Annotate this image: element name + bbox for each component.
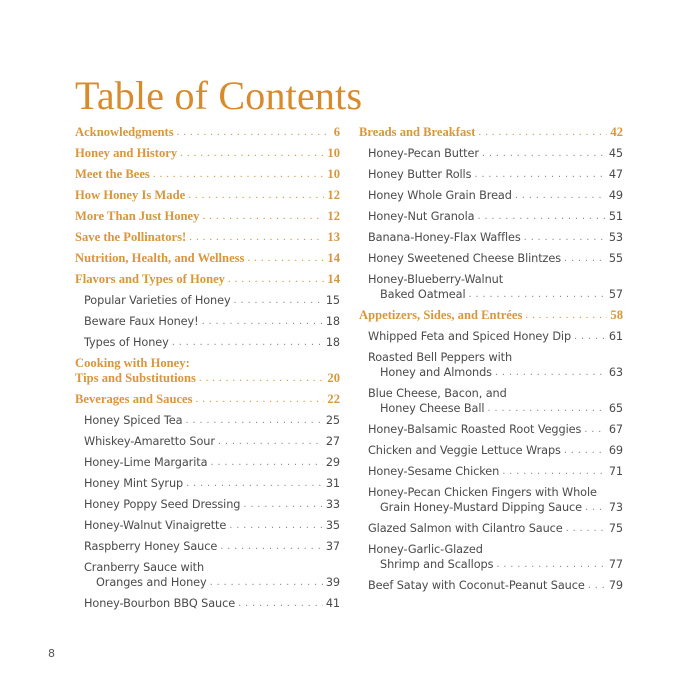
entry-title-line1: Roasted Bell Peppers with — [368, 351, 513, 364]
toc-section-entry[interactable] — [75, 248, 340, 269]
entry-page-number: 29 — [325, 456, 340, 469]
entry-page-number: 18 — [325, 336, 340, 349]
entry-page-number: 14 — [327, 251, 340, 265]
toc-recipe-entry[interactable] — [75, 557, 340, 593]
entry-title: Honey-Lime Margarita — [84, 456, 208, 469]
dot-leader — [525, 308, 607, 323]
entry-page-number: 67 — [608, 423, 623, 436]
entry-page-number: 49 — [608, 189, 623, 202]
dot-leader — [220, 539, 323, 554]
dot-leader — [478, 125, 607, 140]
toc-section-entry[interactable] — [75, 389, 340, 410]
dot-leader — [234, 293, 323, 308]
entry-page-number: 15 — [325, 294, 340, 307]
toc-right-column — [359, 122, 623, 596]
toc-section-entry[interactable] — [75, 227, 340, 248]
entry-title: Beverages and Sauces — [75, 392, 193, 406]
entry-page-number: 13 — [327, 230, 340, 244]
entry-page-number: 42 — [610, 125, 623, 139]
toc-left-column — [75, 122, 340, 614]
toc-section-entry[interactable] — [75, 353, 340, 389]
toc-recipe-entry[interactable] — [359, 419, 623, 440]
dot-leader — [185, 413, 322, 428]
dot-leader — [177, 125, 331, 140]
entry-page-number: 18 — [325, 315, 340, 328]
entry-title-line2: Oranges and Honey — [96, 576, 207, 589]
toc-section-entry[interactable] — [75, 269, 340, 290]
entry-title: Honey-Sesame Chicken — [368, 465, 500, 478]
entry-title: Honey-Walnut Vinaigrette — [84, 519, 227, 532]
entry-title: Honey Spiced Tea — [84, 414, 183, 427]
dot-leader — [180, 146, 324, 161]
toc-section-entry[interactable] — [75, 143, 340, 164]
entry-title: Honey-Nut Granola — [368, 210, 475, 223]
entry-title-line2: Tips and Substitutions — [75, 371, 196, 385]
entry-title-line1: Honey-Pecan Chicken Fingers with Whole — [368, 486, 597, 499]
dot-leader — [153, 167, 325, 182]
entry-title: Nutrition, Health, and Wellness — [75, 251, 245, 265]
dot-leader — [196, 392, 325, 407]
entry-title: Honey Mint Syrup — [84, 477, 184, 490]
dot-leader — [585, 500, 606, 515]
entry-title-line1: Honey-Blueberry-Walnut — [368, 273, 504, 286]
toc-recipe-entry[interactable] — [75, 452, 340, 473]
toc-recipe-entry[interactable] — [75, 515, 340, 536]
dot-leader — [188, 188, 324, 203]
dot-leader — [210, 575, 323, 590]
toc-recipe-entry[interactable] — [359, 440, 623, 461]
dot-leader — [495, 365, 606, 380]
toc-section-entry[interactable] — [75, 122, 340, 143]
entry-title: Banana-Honey-Flax Waffles — [368, 231, 521, 244]
entry-title-line1: Cranberry Sauce with — [84, 561, 205, 574]
entry-page-number: 53 — [608, 231, 623, 244]
toc-recipe-entry[interactable] — [359, 227, 623, 248]
dot-leader — [477, 209, 605, 224]
entry-page-number: 57 — [608, 288, 623, 301]
toc-recipe-entry[interactable] — [359, 248, 623, 269]
entry-title: Honey-Pecan Butter — [368, 147, 479, 160]
dot-leader — [574, 329, 606, 344]
toc-recipe-entry[interactable] — [359, 575, 623, 596]
entry-title: Honey and History — [75, 146, 178, 160]
dot-leader — [247, 251, 324, 266]
entry-title: Appetizers, Sides, and Entrées — [359, 308, 523, 322]
dot-leader — [202, 209, 324, 224]
entry-title: How Honey Is Made — [75, 188, 186, 202]
dot-leader — [172, 335, 323, 350]
entry-title: Chicken and Veggie Lettuce Wraps — [368, 444, 561, 457]
entry-title-line2: Shrimp and Scallops — [380, 558, 494, 571]
entry-page-number: 61 — [608, 330, 623, 343]
entry-page-number: 31 — [325, 477, 340, 490]
dot-leader — [210, 455, 322, 470]
entry-page-number: 55 — [608, 252, 623, 265]
entry-page-number: 39 — [325, 576, 340, 589]
entry-title: Honey Sweetened Cheese Blintzes — [368, 252, 562, 265]
entry-title: Honey Whole Grain Bread — [368, 189, 512, 202]
toc-recipe-entry[interactable] — [359, 539, 623, 575]
page-number: 8 — [48, 647, 55, 660]
entry-title: Glazed Salmon with Cilantro Sauce — [368, 522, 563, 535]
dot-leader — [584, 422, 606, 437]
entry-page-number: 14 — [327, 272, 340, 286]
entry-page-number: 10 — [327, 146, 340, 160]
toc-recipe-entry[interactable] — [359, 206, 623, 227]
entry-page-number: 79 — [608, 579, 623, 592]
entry-title: More Than Just Honey — [75, 209, 200, 223]
dot-leader — [202, 314, 323, 329]
entry-page-number: 35 — [325, 519, 340, 532]
entry-page-number: 22 — [327, 392, 340, 406]
toc-recipe-entry[interactable] — [75, 593, 340, 614]
dot-leader — [564, 251, 606, 266]
toc-section-entry[interactable] — [75, 206, 340, 227]
toc-recipe-entry[interactable] — [359, 164, 623, 185]
toc-recipe-entry[interactable] — [75, 311, 340, 332]
entry-title: Honey-Balsamic Roasted Root Veggies — [368, 423, 582, 436]
entry-title: Meet the Bees — [75, 167, 150, 181]
toc-recipe-entry[interactable] — [359, 518, 623, 539]
toc-recipe-entry[interactable] — [75, 494, 340, 515]
dot-leader — [564, 443, 606, 458]
toc-recipe-entry[interactable] — [359, 347, 623, 383]
toc-recipe-entry[interactable] — [75, 290, 340, 311]
toc-recipe-entry[interactable] — [359, 383, 623, 419]
entry-title-line1: Honey-Garlic-Glazed — [368, 543, 483, 556]
entry-page-number: 20 — [327, 371, 340, 385]
toc-recipe-entry[interactable] — [75, 332, 340, 353]
dot-leader — [238, 596, 323, 611]
entry-title: Breads and Breakfast — [359, 125, 476, 139]
toc-recipe-entry[interactable] — [359, 326, 623, 347]
entry-page-number: 58 — [610, 308, 623, 322]
entry-title: Acknowledgments — [75, 125, 174, 139]
entry-page-number: 75 — [608, 522, 623, 535]
entry-page-number: 12 — [327, 188, 340, 202]
toc-recipe-entry[interactable] — [75, 431, 340, 452]
dot-leader — [229, 518, 323, 533]
entry-title-line2: Honey Cheese Ball — [380, 402, 485, 415]
dot-leader — [474, 167, 605, 182]
entry-title: Honey Butter Rolls — [368, 168, 472, 181]
entry-title-line2: Grain Honey-Mustard Dipping Sauce — [380, 501, 582, 514]
entry-title-line2: Baked Oatmeal — [380, 288, 466, 301]
dot-leader — [524, 230, 606, 245]
entry-page-number: 73 — [608, 501, 623, 514]
dot-leader — [218, 434, 323, 449]
entry-page-number: 6 — [333, 125, 340, 139]
entry-title: Raspberry Honey Sauce — [84, 540, 218, 553]
toc-section-entry[interactable] — [75, 164, 340, 185]
dot-leader — [482, 146, 606, 161]
entry-page-number: 47 — [608, 168, 623, 181]
entry-title: Honey-Bourbon BBQ Sauce — [84, 597, 236, 610]
toc-recipe-entry[interactable] — [359, 143, 623, 164]
entry-page-number: 77 — [608, 558, 623, 571]
dot-leader — [468, 287, 605, 302]
entry-title: Beware Faux Honey! — [84, 315, 199, 328]
entry-page-number: 51 — [608, 210, 623, 223]
entry-title: Whipped Feta and Spiced Honey Dip — [368, 330, 572, 343]
entry-page-number: 45 — [608, 147, 623, 160]
entry-title-line2: Honey and Almonds — [380, 366, 492, 379]
entry-page-number: 27 — [325, 435, 340, 448]
dot-leader — [189, 230, 324, 245]
toc-section-entry[interactable] — [359, 305, 623, 326]
dot-leader — [228, 272, 324, 287]
entry-page-number: 33 — [325, 498, 340, 511]
page-title: Table of Contents — [75, 73, 363, 118]
entry-title-line1: Blue Cheese, Bacon, and — [368, 387, 507, 400]
entry-title-line1: Cooking with Honey: — [75, 356, 190, 370]
dot-leader — [186, 476, 323, 491]
entry-page-number: 63 — [608, 366, 623, 379]
toc-recipe-entry[interactable] — [359, 461, 623, 482]
toc-recipe-entry[interactable] — [359, 482, 623, 518]
entry-page-number: 12 — [327, 209, 340, 223]
toc-recipe-entry[interactable] — [359, 269, 623, 305]
entry-title: Honey Poppy Seed Dressing — [84, 498, 241, 511]
entry-title: Whiskey-Amaretto Sour — [84, 435, 215, 448]
entry-page-number: 25 — [325, 414, 340, 427]
entry-page-number: 41 — [325, 597, 340, 610]
entry-page-number: 65 — [608, 402, 623, 415]
dot-leader — [502, 464, 606, 479]
entry-page-number: 37 — [325, 540, 340, 553]
toc-section-entry[interactable] — [75, 185, 340, 206]
dot-leader — [243, 497, 322, 512]
entry-page-number: 71 — [608, 465, 623, 478]
entry-title: Save the Pollinators! — [75, 230, 187, 244]
dot-leader — [515, 188, 606, 203]
dot-leader — [566, 521, 606, 536]
toc-recipe-entry[interactable] — [75, 536, 340, 557]
toc-recipe-entry[interactable] — [359, 185, 623, 206]
entry-page-number: 69 — [608, 444, 623, 457]
entry-title: Types of Honey — [84, 336, 169, 349]
dot-leader — [588, 578, 606, 593]
entry-title: Beef Satay with Coconut-Peanut Sauce — [368, 579, 585, 592]
entry-title: Flavors and Types of Honey — [75, 272, 225, 286]
toc-recipe-entry[interactable] — [75, 473, 340, 494]
dot-leader — [487, 401, 605, 416]
entry-title: Popular Varieties of Honey — [84, 294, 231, 307]
toc-section-entry[interactable] — [359, 122, 623, 143]
entry-page-number: 10 — [327, 167, 340, 181]
dot-leader — [199, 371, 325, 386]
toc-recipe-entry[interactable] — [75, 410, 340, 431]
dot-leader — [496, 557, 605, 572]
